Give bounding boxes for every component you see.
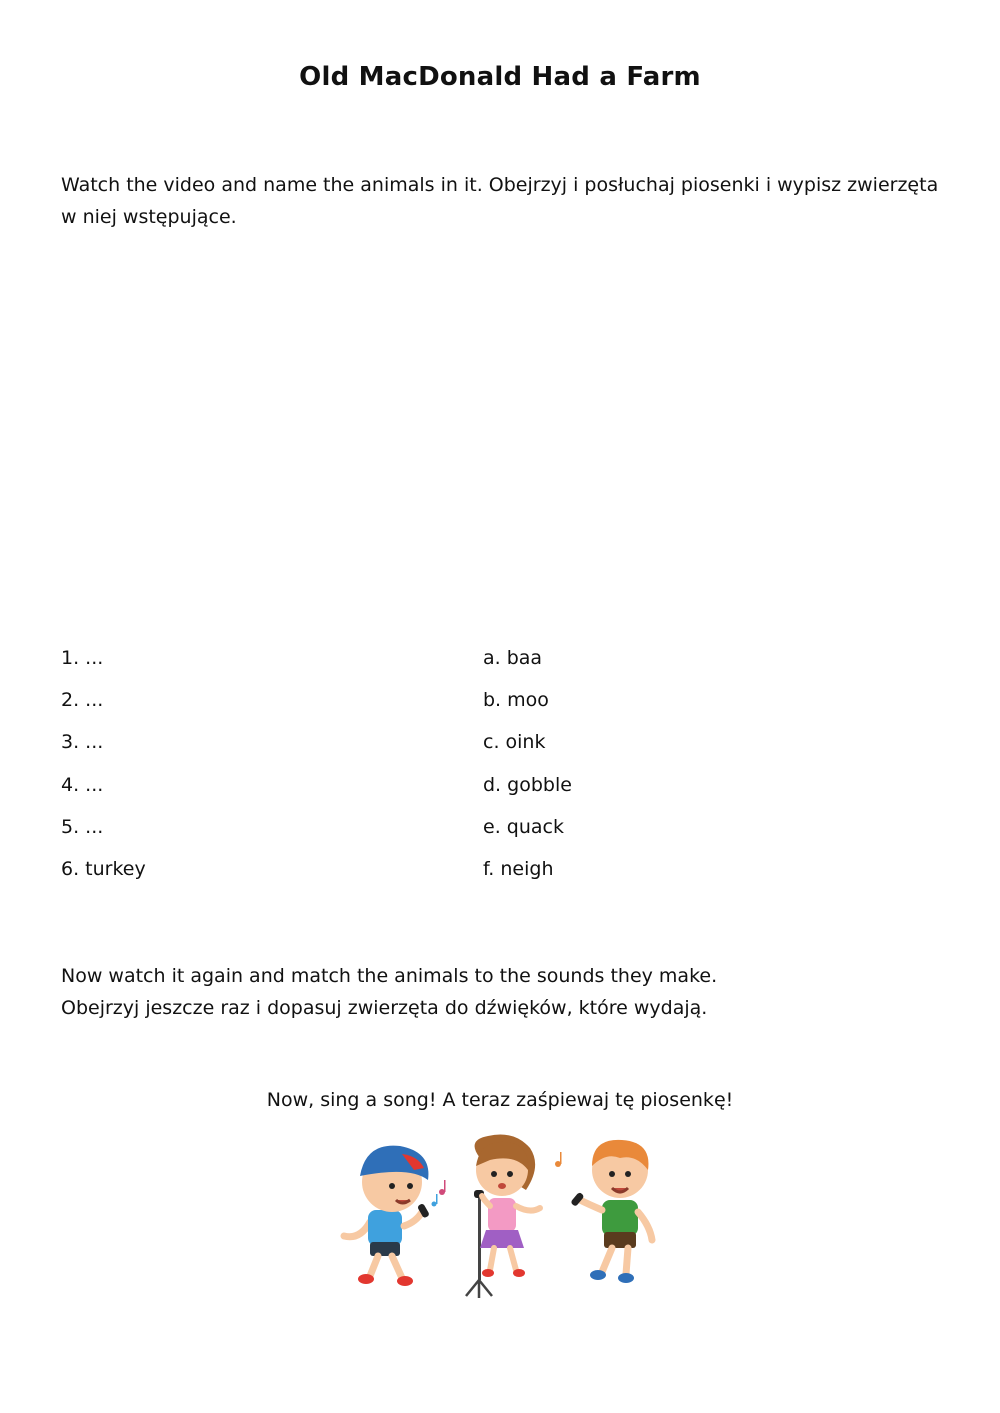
animal-item-4: 4. ... [61,773,104,796]
sound-item-e: e. quack [483,815,564,838]
instruction-match-polish: Obejrzyj jeszcze raz i dopasuj zwierzęta do dźwięków, które wydają. [61,997,708,1019]
animal-item-5: 5. ... [61,815,104,838]
boy-with-cap [344,1146,430,1286]
animal-item-1: 1. ... [61,647,104,669]
animal-item-6: 6. turkey [61,857,146,880]
animal-list [61,641,146,894]
sound-list [483,641,572,894]
animal-item-2: 2. ... [61,689,104,712]
sing-instruction: Now, sing a song! A teraz zaśpiewaj tę piosenkę! [266,1089,734,1111]
sound-item-b: b. moo [483,689,549,712]
singing-children-illustration [330,1130,670,1300]
sound-item-f: f. neigh [483,857,554,880]
worksheet-title: Old MacDonald Had a Farm [299,62,701,92]
instruction-name-animals: Watch the video and name the animals in it. Obejrzyj i posłuchaj piosenki i wypisz zwierzęta w niej wstępujące. [61,174,939,228]
girl-singing [466,1135,540,1299]
boy-orange-hair [570,1140,652,1283]
sound-item-a: a. baa [483,647,543,669]
sound-item-c: c. oink [483,731,546,754]
instruction-match-sounds [61,960,941,1024]
instruction-match-english: Now watch it again and match the animals to the sounds they make. [61,965,718,987]
animal-item-3: 3. ... [61,731,104,754]
sound-item-d: d. gobble [483,773,572,796]
